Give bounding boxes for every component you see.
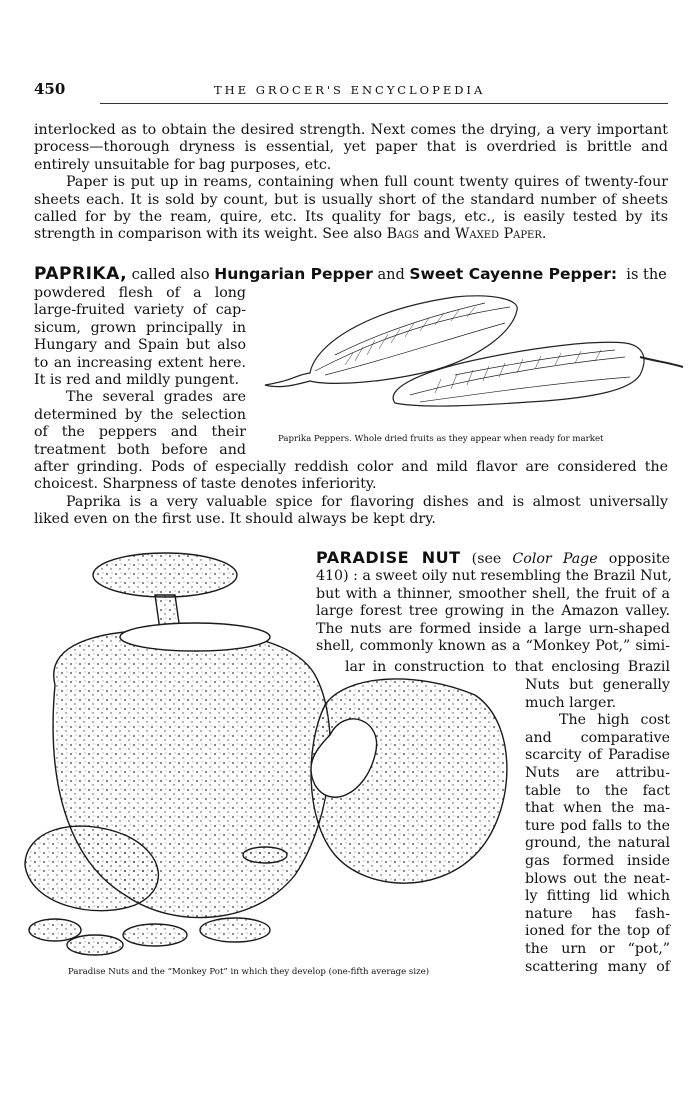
text-fragment: . [541, 226, 547, 243]
text-fragment: opposite [597, 551, 670, 567]
figure-caption: Paprika Peppers. Whole dried fruits as they appear when ready for market [278, 434, 604, 444]
text-line: nature has fash- [525, 905, 670, 922]
text-line: the urn or “pot,” [525, 940, 670, 957]
text-line: blows out the neat- [525, 870, 670, 887]
text-line: much larger. [525, 694, 617, 711]
running-title: THE GROCER'S ENCYCLOPEDIA [214, 83, 486, 97]
text-fragment: called also [127, 267, 215, 283]
text-line: liked even on the first use. It should always be kept dry. [34, 511, 436, 528]
text-fragment: is the [617, 267, 667, 283]
text-line: Nuts but generally [525, 677, 670, 693]
text-line: large-fruited variety of cap- [34, 302, 246, 319]
text-line: The nuts are formed inside a large urn-shaped [316, 620, 670, 637]
text-line: but with a thinner, smoother shell, the fruit of a [316, 585, 670, 602]
paprika-peppers-illustration [255, 285, 685, 415]
page-number: 450 [34, 80, 66, 98]
text-fragment: strength in comparison with its weight. See also [34, 226, 387, 243]
text-line: scarcity of Paradise [525, 747, 670, 764]
paper-continued [34, 122, 668, 244]
text-line: ground, the natural [525, 835, 670, 852]
text-line: shell, commonly known as a “Monkey Pot,” simi- [316, 638, 670, 655]
text-line: and comparative [525, 729, 670, 746]
header-rule [100, 103, 668, 104]
text-line: choicest. Sharpness of taste denotes inferiority. [34, 476, 377, 493]
entry-keyword: PAPRIKA, [34, 264, 128, 284]
text-line: scattering many of [525, 958, 670, 975]
text-line: The high cost [559, 712, 670, 729]
cross-reference: Color Page [512, 551, 598, 567]
text-line [34, 226, 668, 243]
figure-caption: Paradise Nuts and the “Monkey Pot” in which they develop (one-fifth average size) [68, 967, 430, 977]
text-line: lar in construction to that enclosing Brazil [345, 659, 670, 675]
text-line: process—thorough dryness is essential, yet paper that is overdried is brittle and [34, 139, 668, 156]
text-line: ioned for the top of [525, 923, 670, 940]
text-fragment: : [610, 265, 618, 283]
entry-alias: Hungarian Pepper [214, 265, 373, 283]
text-line: of the peppers and their [34, 424, 246, 441]
text-line: after grinding. Pods of especially reddish color and mild flavor are considered the [34, 459, 668, 475]
text-line: Hungary and Spain but also [34, 337, 246, 354]
paprika-continued [34, 459, 668, 529]
text-line: that when the ma- [525, 800, 670, 817]
text-line: It is red and mildly pungent. [34, 372, 239, 389]
text-line: called for by the ream, quire, etc. Its quality for bags, etc., is easily tested by its [34, 209, 668, 226]
text-fragment: (see [471, 551, 513, 567]
text-fragment: and [372, 267, 410, 283]
paprika-left-column [34, 285, 246, 459]
text-line: Paper is put up in reams, containing when full count twenty quires of twenty-four [66, 174, 668, 191]
text-line: treatment both before and [34, 441, 246, 458]
text-line: entirely unsuitable for bag purposes, etc. [34, 156, 332, 173]
cross-reference: Waxed Paper [454, 226, 542, 243]
text-line: Paprika is a very valuable spice for flavoring dishes and is almost universally [66, 493, 668, 510]
paradise-nut-mid [345, 659, 670, 676]
text-line: Nuts are attribu- [525, 764, 670, 781]
text-line: sicum, grown principally in [34, 319, 246, 336]
cross-reference: Bags [386, 226, 420, 243]
text-line: large forest tree growing in the Amazon valley. [316, 603, 670, 620]
paradise-nut-right-column [525, 677, 670, 976]
text-line: interlocked as to obtain the desired strength. Next comes the drying, a very important [34, 122, 668, 138]
text-line: to an increasing extent here. [34, 354, 246, 371]
text-line: table to the fact [525, 782, 670, 799]
text-line: ture pod falls to the [525, 817, 670, 834]
text-line: determined by the selection [34, 406, 246, 423]
text-line: The several grades are [66, 389, 246, 406]
text-line: sheets each. It is sold by count, but is usually short of the standard number of sheets [34, 191, 668, 208]
text-line [316, 549, 670, 568]
text-line: ly fitting lid which [525, 888, 670, 905]
entry-alias: Sweet Cayenne Pepper [409, 265, 611, 283]
text-line: gas formed inside [525, 852, 670, 869]
text-line: powdered flesh of a long [34, 285, 246, 301]
paprika-heading [34, 264, 668, 284]
page-header [34, 80, 668, 100]
text-fragment: and [419, 226, 455, 243]
paradise-nut-entry [316, 549, 670, 655]
entry-keyword: PARADISE NUT [316, 548, 461, 567]
text-line: 410) : a sweet oily nut resembling the Brazil Nut, [316, 568, 672, 585]
